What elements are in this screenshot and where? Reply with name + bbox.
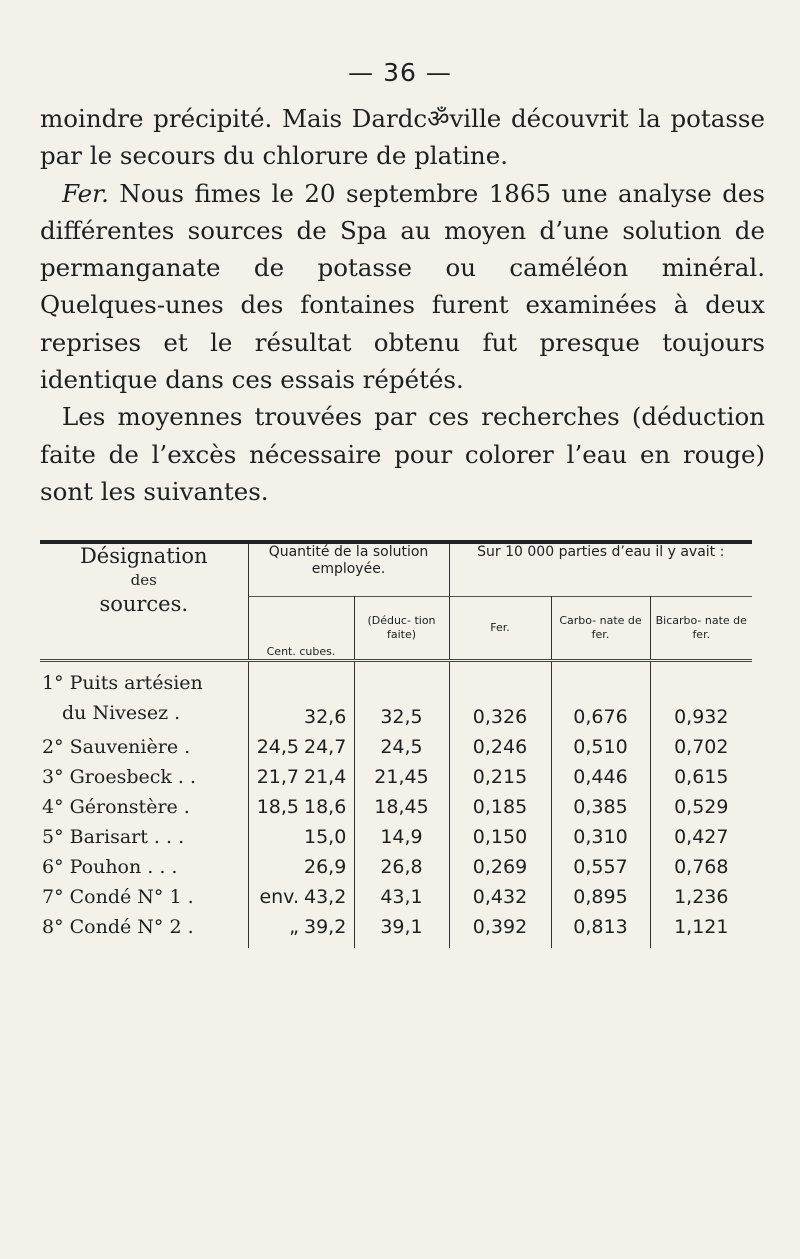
header-designation-title: Désignation <box>79 544 208 568</box>
cell-carbonate: 0,813 <box>551 908 650 938</box>
table-row <box>40 788 752 818</box>
cell-carbonate: 0,676 <box>551 661 650 729</box>
cell-carbonate: 0,510 <box>551 728 650 758</box>
table-row <box>40 758 752 788</box>
spacer-cell <box>40 938 248 948</box>
paragraph-2 <box>40 175 765 399</box>
header-bicarbonate: Bicarbo- nate de fer. <box>650 597 752 661</box>
header-designation <box>40 542 248 661</box>
cell-cc-a <box>248 661 302 729</box>
header-cent-cubes: Cent. cubes. <box>248 597 354 661</box>
paragraph-3: Les moyennes trouvées par ces recherches (déduction faite de l’excès nécessaire pour colorer l’eau en rouge) sont les suivantes. <box>40 402 765 506</box>
cell-cc-a <box>248 818 302 848</box>
cell-fer: 0,185 <box>449 788 551 818</box>
cell-carbonate: 0,557 <box>551 848 650 878</box>
cell-deduction: 21,45 <box>354 758 449 788</box>
cell-cc-b: 43,2 <box>302 878 354 908</box>
cell-cc-a: 18,5 <box>256 796 299 818</box>
cell-cc-b: 15,0 <box>302 818 354 848</box>
page-number: — 36 — <box>348 58 452 87</box>
paragraph-1: moindre précipité. Mais Dardcॐville découvrit la potasse par le secours du chlorure de platine. <box>40 104 765 171</box>
body-text <box>40 100 765 510</box>
cell-deduction: 26,8 <box>354 848 449 878</box>
cell-cc-a: env. <box>259 886 299 908</box>
row-name: 4° Géronstère . <box>40 788 248 818</box>
cell-fer: 0,215 <box>449 758 551 788</box>
cell-carbonate: 0,446 <box>551 758 650 788</box>
header-carbonate: Carbo- nate de fer. <box>551 597 650 661</box>
cell-deduction: 32,5 <box>354 661 449 729</box>
cell-cc-a: 21,7 <box>256 766 299 788</box>
cell-fer: 0,432 <box>449 878 551 908</box>
spacer-cell <box>248 938 302 948</box>
row-name: 8° Condé N° 2 . <box>40 908 248 938</box>
row-name: 3° Groesbeck . . <box>40 758 248 788</box>
cell-bicarbonate: 0,702 <box>674 736 729 758</box>
header-deduction: (Déduc- tion faite) <box>354 597 449 661</box>
table-row <box>40 908 752 938</box>
cell-bicarbonate: 0,932 <box>674 706 729 728</box>
cell-fer: 0,392 <box>449 908 551 938</box>
header-sur-parties: Sur 10 000 parties d’eau il y avait : <box>449 542 752 597</box>
cell-cc-b: 18,6 <box>302 788 354 818</box>
table-row <box>40 661 752 729</box>
table-row <box>40 878 752 908</box>
cell-cc-b: 26,9 <box>302 848 354 878</box>
cell-deduction: 24,5 <box>354 728 449 758</box>
cell-carbonate: 0,385 <box>551 788 650 818</box>
row-name-line2: du Nivesez . <box>62 702 181 724</box>
cell-cc-b: 24,7 <box>302 728 354 758</box>
cell-cc-a: 24,5 <box>256 736 299 758</box>
cell-deduction: 14,9 <box>354 818 449 848</box>
row-name-line1: 1° Puits artésien <box>42 672 203 694</box>
row-name: 5° Barisart . . . <box>40 818 248 848</box>
row-name: 7° Condé N° 1 . <box>40 878 248 908</box>
row-name <box>40 661 248 729</box>
paragraph-2-label: Fer. <box>62 178 109 208</box>
spacer-cell <box>650 938 752 948</box>
header-designation-sources: sources. <box>99 592 189 616</box>
paragraph-2-text: Nous fimes le 20 septembre 1865 une analyse des différentes sources de Spa au moyen d’une solution de permanganate de potasse ou caméléon minéral. Quelques-unes des fontaines furent examinées à deux reprises et le résultat obtenu fut presque toujours identique dans ces essais répétés. <box>40 178 765 395</box>
cell-carbonate: 0,310 <box>551 818 650 848</box>
header-fer: Fer. <box>449 597 551 661</box>
cell-bicarbonate: 0,427 <box>674 826 729 848</box>
cell-deduction: 18,45 <box>354 788 449 818</box>
cell-fer: 0,326 <box>449 661 551 729</box>
spacer-cell <box>354 938 449 948</box>
cell-fer: 0,246 <box>449 728 551 758</box>
spacer-cell <box>449 938 551 948</box>
row-name: 6° Pouhon . . . <box>40 848 248 878</box>
cell-bicarbonate: 1,121 <box>674 916 729 938</box>
cell-deduction: 39,1 <box>354 908 449 938</box>
iron-results-table <box>40 540 752 948</box>
cell-cc-b: 39,2 <box>302 908 354 938</box>
table-row <box>40 848 752 878</box>
spacer-cell <box>302 938 354 948</box>
cell-bicarbonate: 1,236 <box>674 886 729 908</box>
row-name: 2° Sauvenière . <box>40 728 248 758</box>
spacer-cell <box>551 938 650 948</box>
cell-carbonate: 0,895 <box>551 878 650 908</box>
cell-cc-b: 21,4 <box>302 758 354 788</box>
table-row <box>40 818 752 848</box>
cell-bicarbonate: 0,529 <box>674 796 729 818</box>
cell-bicarbonate: 0,615 <box>674 766 729 788</box>
cell-bicarbonate: 0,768 <box>674 856 729 878</box>
cell-fer: 0,269 <box>449 848 551 878</box>
cell-deduction: 43,1 <box>354 878 449 908</box>
header-designation-des: des <box>130 571 157 589</box>
table-row <box>40 728 752 758</box>
table-bottom-spacer <box>40 938 752 948</box>
cell-cc-a: „ <box>289 916 299 938</box>
cell-cc-b: 32,6 <box>302 661 354 729</box>
cell-fer: 0,150 <box>449 818 551 848</box>
cell-cc-a <box>248 848 302 878</box>
header-quantite: Quantité de la solution employée. <box>248 542 449 597</box>
